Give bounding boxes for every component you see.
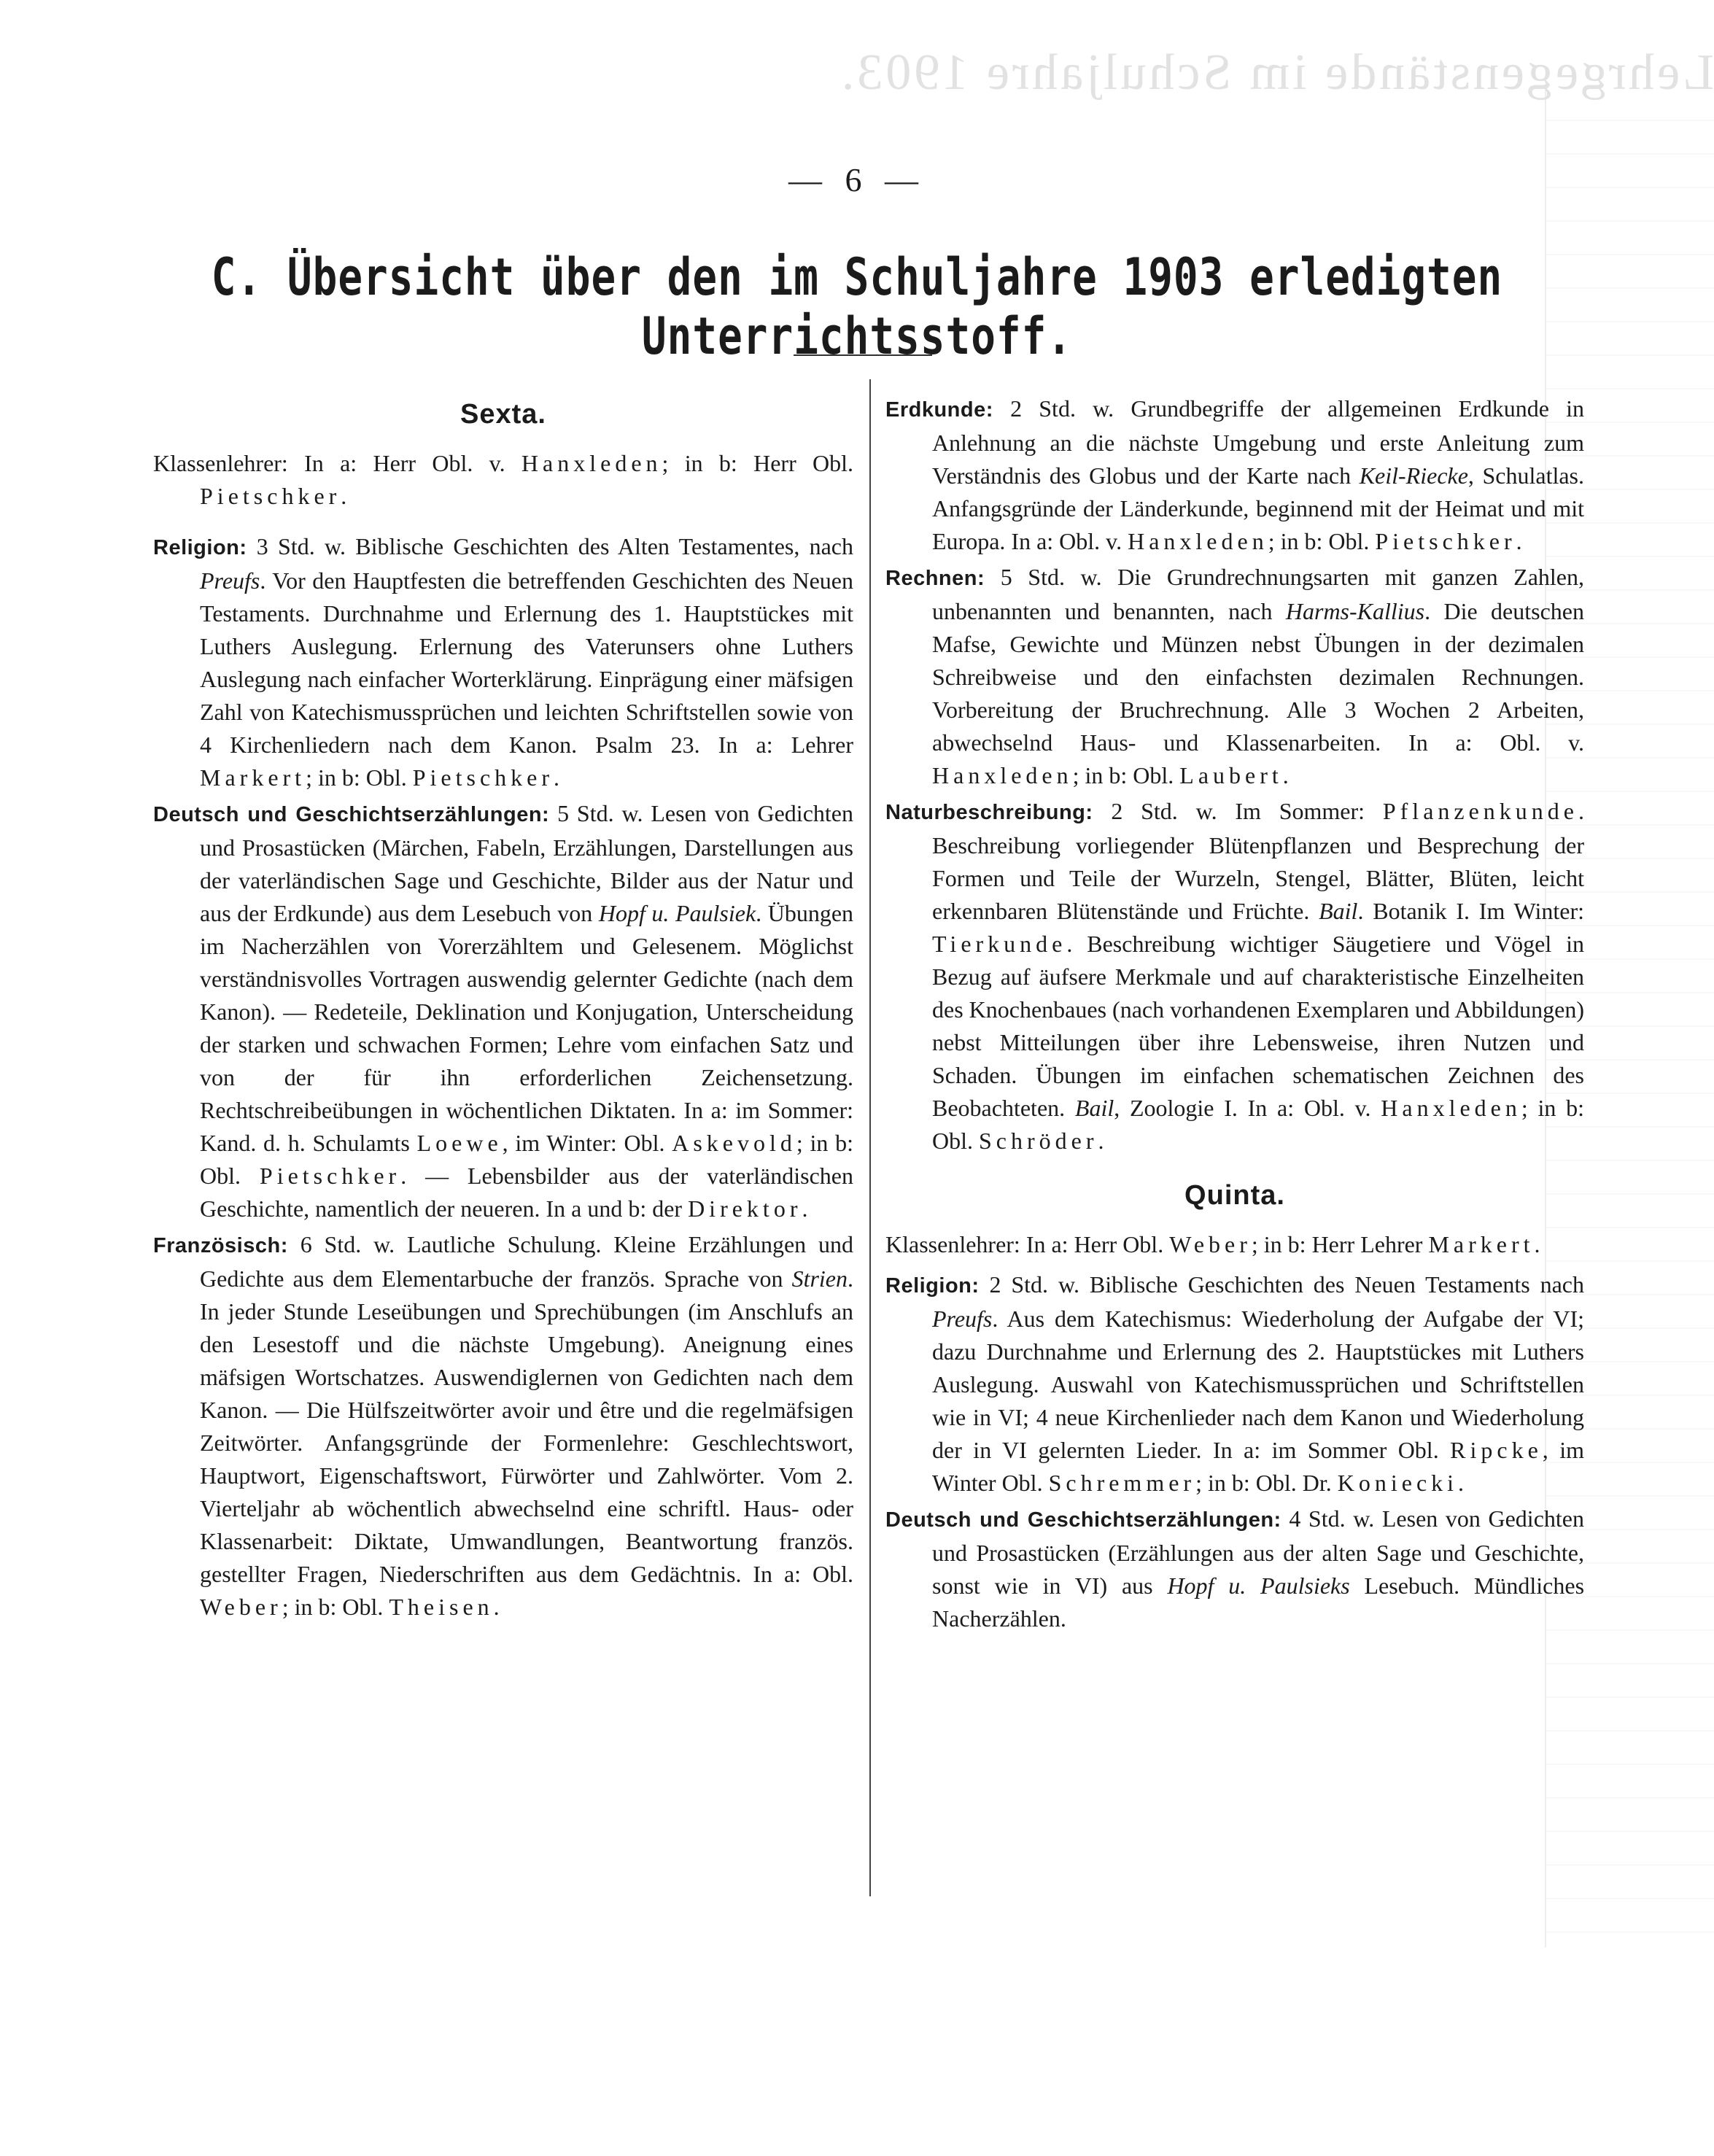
page-number: — 6 — — [788, 161, 926, 198]
subject-label: Französisch: — [153, 1234, 288, 1257]
title-rule — [794, 354, 932, 356]
sexta-franzoesisch: Französisch: 6 Std. w. Lautliche Schulung. Kleine Erzählungen und Gedichte aus dem Elementarbuche der französ. Sprache von Strien. In jeder Stunde Leseübungen und Sprechübungen (im Anschlufs an den Lesestoff und die nächste Umgebung). Aneignung eines mäfsigen Wortschatzes. Auswendiglernen von Gedichten nach dem Kanon. — Die Hülfszeitwörter avoir und être und die regelmäfsigen Zeitwörter. Anfangsgründe der Formenlehre: Geschlechtswort, Hauptwort, Eigenschaftswort, Fürwörter und Zahlwörter. Vom 2. Vierteljahr ab wöchentlich abwechselnd eine schriftl. Haus- oder Klassenarbeit: Diktate, Umwandlungen, Beantwortung französ. gestellter Fragen, Niederschriften aus dem Gedächtnis. In a: Obl. Weber; in b: Obl. Theisen. — [153, 1231, 853, 1620]
quinta-teacher-line: Klassenlehrer: In a: Herr Obl. Weber; in b: Herr Lehrer Markert. — [885, 1231, 1540, 1257]
quinta-heading: Quinta. — [1184, 1180, 1285, 1211]
sexta-deutsch: Deutsch und Geschichtserzählungen: 5 Std. w. Lesen von Gedichten und Prosastücken (Märchen, Fabeln, Erzählungen, Darstellungen aus der vaterländischen Sage und Geschichte, Bilder aus der Natur und aus der Erdkunde) aus dem Lesebuch von Hopf u. Paulsiek. Übungen im Nacherzählen von Vorerzähltem und Gelesenem. Möglichst verständnisvolles Vortragen auswendig gelernter Gedichte (nach dem Kanon). — Redeteile, Deklination und Konjugation, Unterscheidung der starken und schwachen Formen; Lehre vom einfachen Satz und von der für ihn erforderlichen Zeichensetzung. Rechtschreibeübungen in wöchentlichen Diktaten. In a: im Sommer: Kand. d. h. Schulamts Loewe, im Winter: Obl. Askevold; in b: Obl. Pietschker. — Lebensbilder aus der vaterländischen Geschichte, namentlich der neueren. In a und b: der Direktor. — [153, 800, 854, 1222]
subject-label: Religion: — [153, 536, 247, 559]
sexta-heading: Sexta. — [460, 399, 546, 430]
quinta-deutsch: Deutsch und Geschichtserzählungen: 4 Std. w. Lesen von Gedichten und Prosastücken (Erzählungen aus der alten Sage und Geschichte, sonst wie in VI) aus Hopf u. Paulsieks Lesebuch. Mündliches Nacherzählen. — [885, 1505, 1585, 1632]
subject-label: Erdkunde: — [885, 398, 993, 422]
subject-label: Deutsch und Geschichtserzählungen: — [153, 803, 550, 826]
subject-label: Religion: — [885, 1274, 980, 1298]
sexta-erdkunde: Erdkunde: 2 Std. w. Grundbegriffe der allgemeinen Erdkunde in Anlehnung an die nächste Umgebung und erste Anleitung zum Verständnis des Globus und der Karte nach Keil-Riecke, Schulatlas. Anfangsgründe der Länderkunde, beginnend mit der Heimat und mit Europa. In a: Obl. v. Hanxleden; in b: Obl. Pietschker. — [885, 395, 1585, 554]
facing-page-title-bleed: Lehrgegenstände im Schuljahre 1903. — [838, 44, 1714, 101]
column-divider — [869, 379, 871, 1896]
right-column — [885, 392, 1584, 1638]
subject-label: Deutsch und Geschichtserzählungen: — [885, 1508, 1281, 1532]
sexta-naturbeschreibung: Naturbeschreibung: 2 Std. w. Im Sommer: Pflanzenkunde. Beschreibung vorliegender Blütenpflanzen und Besprechung der Formen und Teile der Wurzeln, Stengel, Blätter, Blüten, leicht erkennbaren Blütenstände und Früchte. Bail. Botanik I. Im Winter: Tierkunde. Beschreibung wichtiger Säugetiere und Vögel in Bezug auf äufsere Merkmale und auf charakteristische Einzelheiten des Knochenbaues (nach vorhandenen Exemplaren und Abbildungen) nebst Mitteilungen über ihre Lebensweise, ihren Nutzen und Schaden. Übungen im einfachen schematischen Zeichnen des Beobachteten. Bail, Zoologie I. In a: Obl. v. Hanxleden; in b: Obl. Schröder. — [885, 798, 1585, 1154]
page-title: C. Übersicht über den im Schuljahre 1903 erledigten Unterrichtsstoff. — [211, 248, 1503, 367]
sexta-teacher-line: Klassenlehrer: In a: Herr Obl. v. Hanxleden; in b: Herr Obl. Pietschker. — [153, 450, 854, 509]
left-column — [153, 392, 853, 1626]
quinta-religion: Religion: 2 Std. w. Biblische Geschichten des Neuen Testaments nach Preufs. Aus dem Katechismus: Wiederholung der Aufgabe der VI; dazu Durchnahme und Erlernung des 2. Hauptstückes mit Luthers Auslegung. Auswahl von Katechismussprüchen und Schriftstellen wie in VI; 4 neue Kirchenlieder nach dem Kanon und Wiederholung der in VI gelernten Lieder. In a: im Sommer Obl. Ripcke, im Winter Obl. Schremmer; in b: Obl. Dr. Koniecki. — [885, 1271, 1585, 1496]
sexta-rechnen: Rechnen: 5 Std. w. Die Grundrechnungsarten mit ganzen Zahlen, unbenannten und benannten, nach Harms-Kallius. Die deutschen Mafse, Gewichte und Münzen nebst Übungen in der dezimalen Schreibweise und den einfachsten dezimalen Rechnungen. Vorbereitung der Bruchrechnung. Alle 3 Wochen 2 Arbeiten, abwechselnd Haus- und Klassenarbeiten. In a: Obl. v. Hanxleden; in b: Obl. Laubert. — [885, 564, 1585, 788]
sexta-religion: Religion: 3 Std. w. Biblische Geschichten des Alten Testamentes, nach Preufs. Vor den Hauptfesten die betreffenden Geschichten des Neuen Testaments. Durchnahme und Erlernung des 1. Hauptstückes mit Luthers Auslegung. Erlernung des Vaterunsers ohne Luthers Auslegung nach einfacher Worterklärung. Einprägung einer mäfsigen Zahl von Katechismussprüchen und leichten Schriftstellen sowie von 4 Kirchenliedern nach dem Kanon. Psalm 23. In a: Lehrer Markert; in b: Obl. Pietschker. — [153, 533, 853, 791]
subject-label: Naturbeschreibung: — [885, 801, 1093, 824]
subject-label: Rechnen: — [885, 567, 985, 590]
